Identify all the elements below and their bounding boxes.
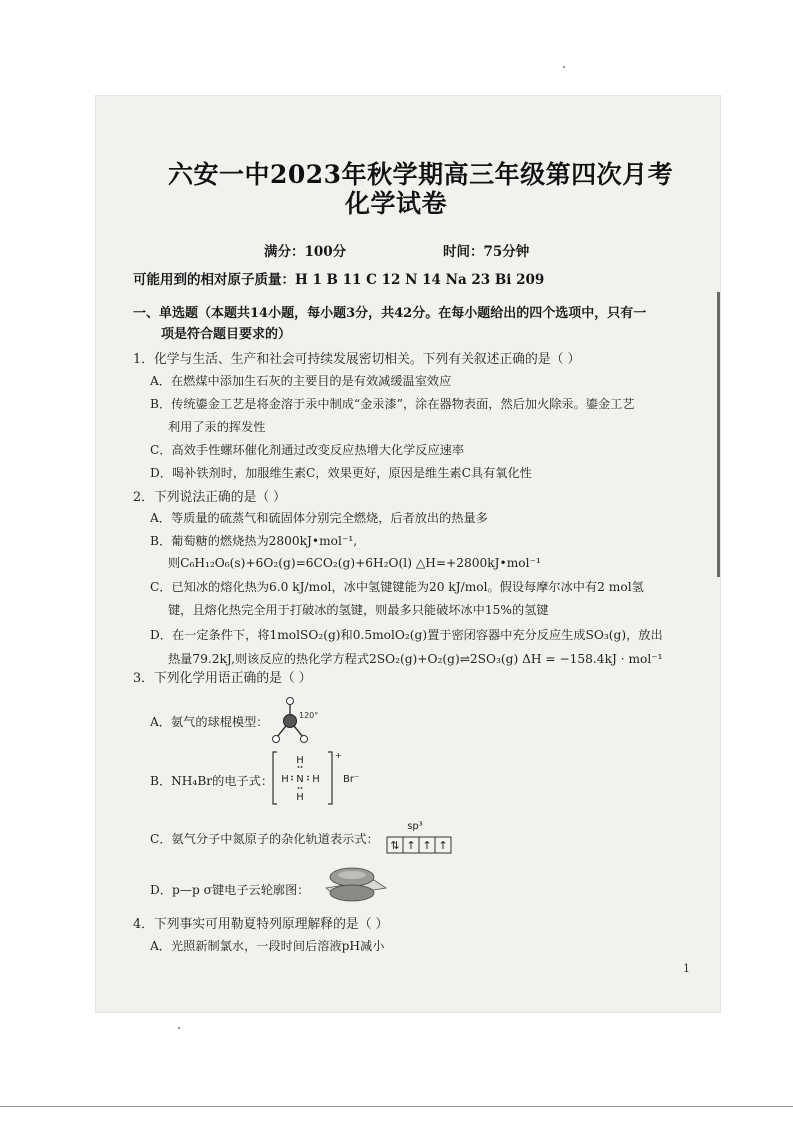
ligand-h-top: H	[296, 755, 304, 766]
q2-option-c: C．已知冰的熔化热为6.0 kJ/mol，冰中氢键键能为20 kJ/mol。假设每摩尔冰中有2 mol氢	[150, 580, 644, 594]
atomic-masses: 可能用到的相对原子质量：H 1 B 11 C 12 N 14 Na 23 Bi 209	[133, 272, 545, 288]
ammonia-ball-stick-model	[268, 694, 328, 746]
q2-option-c-cont: 键，且熔化热完全用于打破冰的氢键，则最多只能破坏冰中15%的氢键	[168, 603, 549, 617]
exam-title: 六安一中2023年秋学期高三年级第四次月考	[168, 160, 674, 189]
ligand-h-left: H	[281, 774, 289, 785]
bottom-divider	[0, 1106, 793, 1107]
full-score: 满分：100分	[264, 244, 347, 260]
q3-option-c: C．氨气分子中氮原子的杂化轨道表示式：	[150, 832, 379, 846]
speck	[178, 1027, 180, 1029]
nh4br-electron-formula	[270, 748, 365, 808]
orbital-4-arrow: ↑	[438, 839, 448, 852]
exam-time: 时间：75分钟	[443, 244, 530, 260]
page-number: 1	[683, 962, 690, 975]
bond-angle-label: 120°	[299, 711, 319, 720]
q2-option-b-equation: 则C₆H₁₂O₆(s)+6O₂(g)=6CO₂(g)+6H₂O(l) △H=+2800kJ•mol⁻¹	[168, 556, 541, 570]
q2-option-a: A．等质量的硫蒸气和硫固体分别完全燃烧，后者放出的热量多	[150, 511, 488, 525]
sp3-orbital-diagram	[385, 817, 457, 859]
paper-edge-shadow	[717, 292, 720, 577]
q1-option-b: B．传统鎏金工艺是将金溶于汞中制成“金汞漆”，涂在器物表面，然后加火除汞。鎏金工艺	[150, 397, 635, 411]
orbital-1-arrows: ⇅	[390, 839, 400, 852]
ligand-h-bottom: H	[296, 792, 304, 803]
q2-option-d: D．在一定条件下，将1molSO₂(g)和0.5molO₂(g)置于密闭容器中充分反应生成SO₃(g)，放出	[150, 628, 663, 642]
cation-charge: +	[335, 751, 342, 760]
q3-option-b: B．NH₄Br的电子式：	[150, 774, 274, 788]
q3-option-d: D．p—p σ键电子云轮廓图：	[150, 883, 310, 897]
question-2-stem: 2．下列说法正确的是（ ）	[133, 490, 286, 505]
ligand-h-right: H	[312, 774, 320, 785]
orbital-3-arrow: ↑	[422, 839, 432, 852]
q1-option-d: D．喝补铁剂时，加服维生素C，效果更好，原因是维生素C具有氧化性	[150, 466, 532, 480]
q1-option-a: A．在燃煤中添加生石灰的主要目的是有效减缓温室效应	[150, 374, 452, 388]
q3-option-a: A．氨气的球棍模型：	[150, 715, 269, 729]
question-4-stem: 4．下列事实可用勒夏特列原理解释的是（ ）	[133, 917, 389, 932]
section-heading-cont: 项是符合题目要求的）	[161, 327, 292, 342]
section-heading: 一、单选题（本题共14小题，每小题3分，共42分。在每小题给出的四个选项中，只有一	[133, 306, 647, 321]
bromide-ion: Br⁻	[343, 774, 360, 785]
sigma-bond-cloud-diagram	[312, 862, 392, 904]
orbital-2-arrow: ↑	[406, 839, 416, 852]
q2-option-b: B．葡萄糖的燃烧热为2800kJ•mol⁻¹,	[150, 534, 358, 548]
hybrid-label: sp³	[407, 821, 423, 832]
question-1-stem: 1．化学与生活、生产和社会可持续发展密切相关。下列有关叙述正确的是（ ）	[133, 352, 581, 367]
q2-option-d-cont: 热量79.2kJ,则该反应的热化学方程式2SO₂(g)+O₂(g)⇌2SO₃(g) ΔH = −158.4kJ · mol⁻¹	[168, 652, 663, 666]
question-3-stem: 3．下列化学用语正确的是（ ）	[133, 671, 312, 686]
q1-option-b-cont: 利用了汞的挥发性	[168, 420, 266, 434]
q4-option-a: A．光照新制氯水，一段时间后溶液pH减小	[150, 939, 385, 953]
exam-subtitle: 化学试卷	[345, 189, 448, 218]
speck	[563, 66, 565, 68]
q1-option-c: C．高效手性螺环催化剂通过改变反应热增大化学反应速率	[150, 443, 465, 457]
center-atom-n: N	[296, 774, 304, 785]
